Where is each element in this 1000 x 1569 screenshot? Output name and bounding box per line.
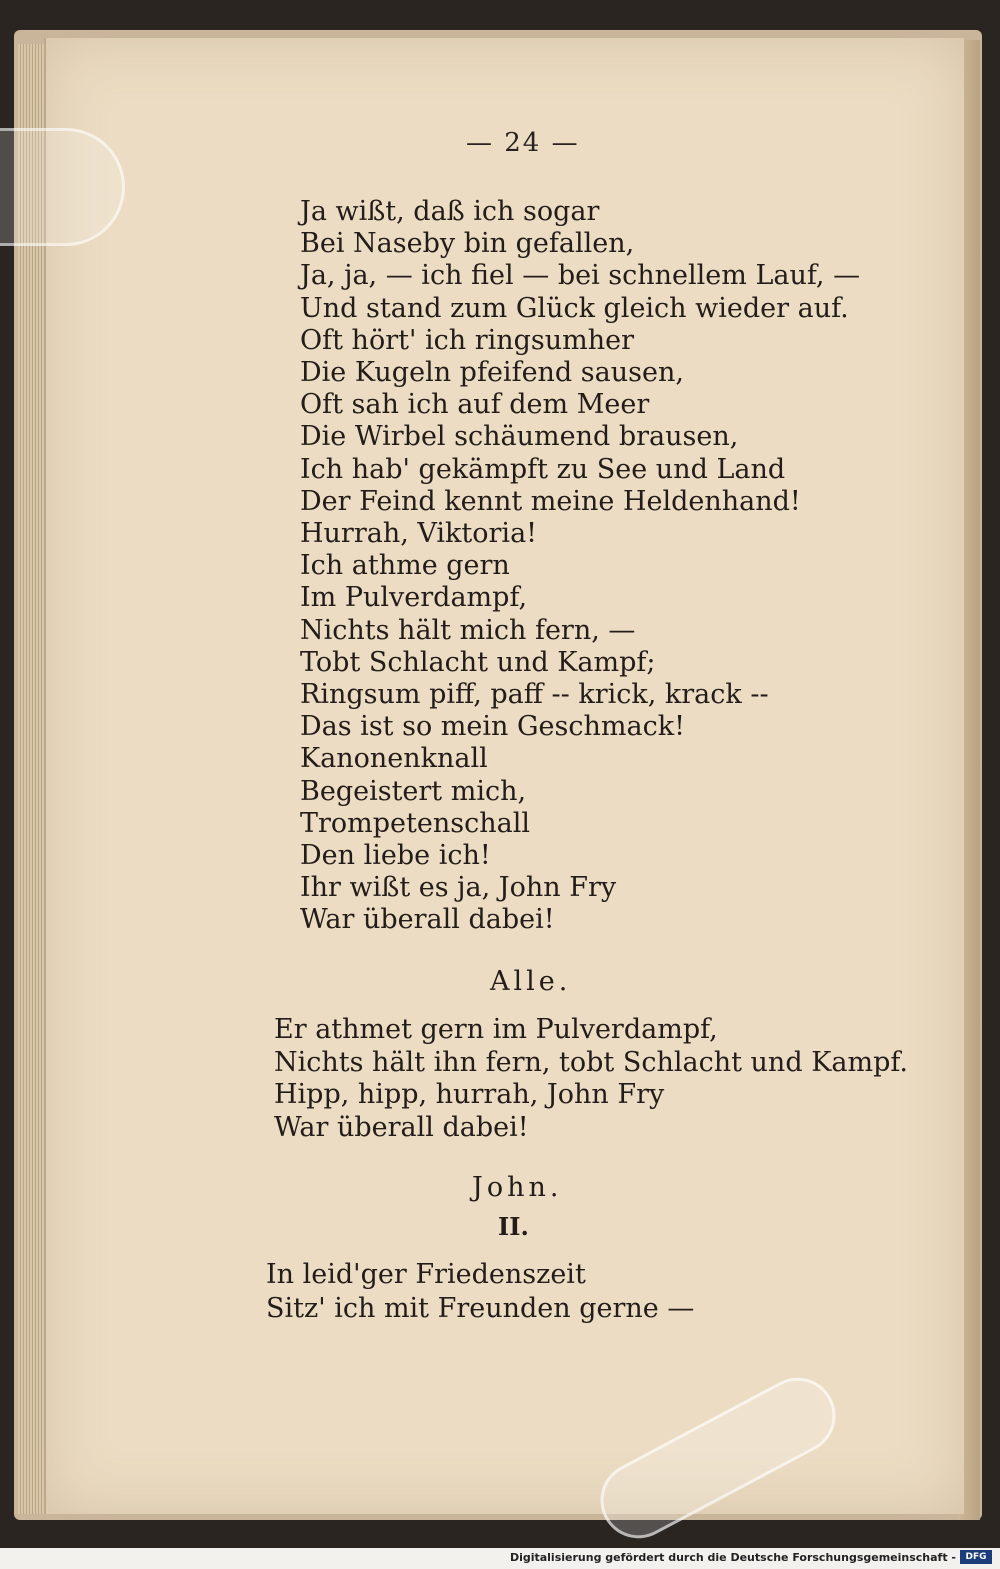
verse-line: Ja wißt, daß ich sogar: [300, 196, 600, 227]
verse-line: Ja, ja, — ich fiel — bei schnellem Lauf, —: [300, 260, 861, 292]
verse-line: Sitz' ich mit Freunden gerne —: [266, 1293, 695, 1324]
verse-line: Oft hört' ich ringsumher: [300, 324, 635, 356]
verse-line: Und stand zum Glück gleich wieder auf.: [300, 292, 849, 324]
plastic-clip-top: [0, 128, 125, 246]
speaker-john: John.: [472, 1172, 563, 1203]
footer-credit: Digitalisierung gefördert durch die Deutsche Forschungsgemeinschaft -: [509, 1551, 956, 1564]
dfg-logo: DFG: [960, 1550, 992, 1564]
chorus-block: [274, 1014, 908, 1144]
chorus-line: Nichts hält ihn fern, tobt Schlacht und Kampf.: [274, 1046, 908, 1078]
section-number: II.: [498, 1212, 529, 1241]
verse-line: Im Pulverdampf,: [300, 582, 528, 614]
verse-line: War überall dabei!: [300, 904, 555, 936]
verse-line: Das ist so mein Geschmack!: [300, 711, 685, 743]
verse-line: Ich hab' gekämpft zu See und Land: [300, 453, 786, 485]
verse-line: Trompetenschall: [300, 807, 530, 839]
verse-line: Nichts hält mich fern, —: [300, 614, 636, 646]
page-edges: [18, 44, 46, 1514]
chorus-line: Hipp, hipp, hurrah, John Fry: [274, 1079, 665, 1110]
verse-block-2: [266, 1258, 694, 1326]
verse-line: Tobt Schlacht und Kampf;: [300, 646, 656, 678]
verse-line: Hurrah, Viktoria!: [300, 518, 538, 550]
chorus-line: Er athmet gern im Pulverdampf,: [274, 1014, 718, 1045]
verse-line: Oft sah ich auf dem Meer: [300, 389, 650, 421]
verse-line: Ringsum piff, paff -- krick, krack --: [300, 679, 769, 711]
verse-line: Kanonenknall: [300, 743, 488, 775]
verse-line: Ich athme gern: [300, 550, 510, 582]
verse-line: Begeistert mich,: [300, 775, 527, 807]
verse-line: Ihr wißt es ja, John Fry: [300, 872, 617, 904]
verse-line: Die Wirbel schäumend brausen,: [300, 421, 739, 453]
verse-line: Die Kugeln pfeifend sausen,: [300, 357, 684, 389]
page-number: — 24 —: [466, 128, 580, 158]
verse-line: Bei Naseby bin gefallen,: [300, 228, 635, 260]
chorus-line: War überall dabei!: [274, 1111, 529, 1143]
speaker-alle: Alle.: [490, 966, 572, 997]
verse-line: Der Feind kennt meine Heldenhand!: [300, 485, 801, 517]
verse-line: Den liebe ich!: [300, 840, 491, 872]
verse-line: In leid'ger Friedenszeit: [266, 1259, 586, 1290]
verse-block: [300, 196, 860, 937]
